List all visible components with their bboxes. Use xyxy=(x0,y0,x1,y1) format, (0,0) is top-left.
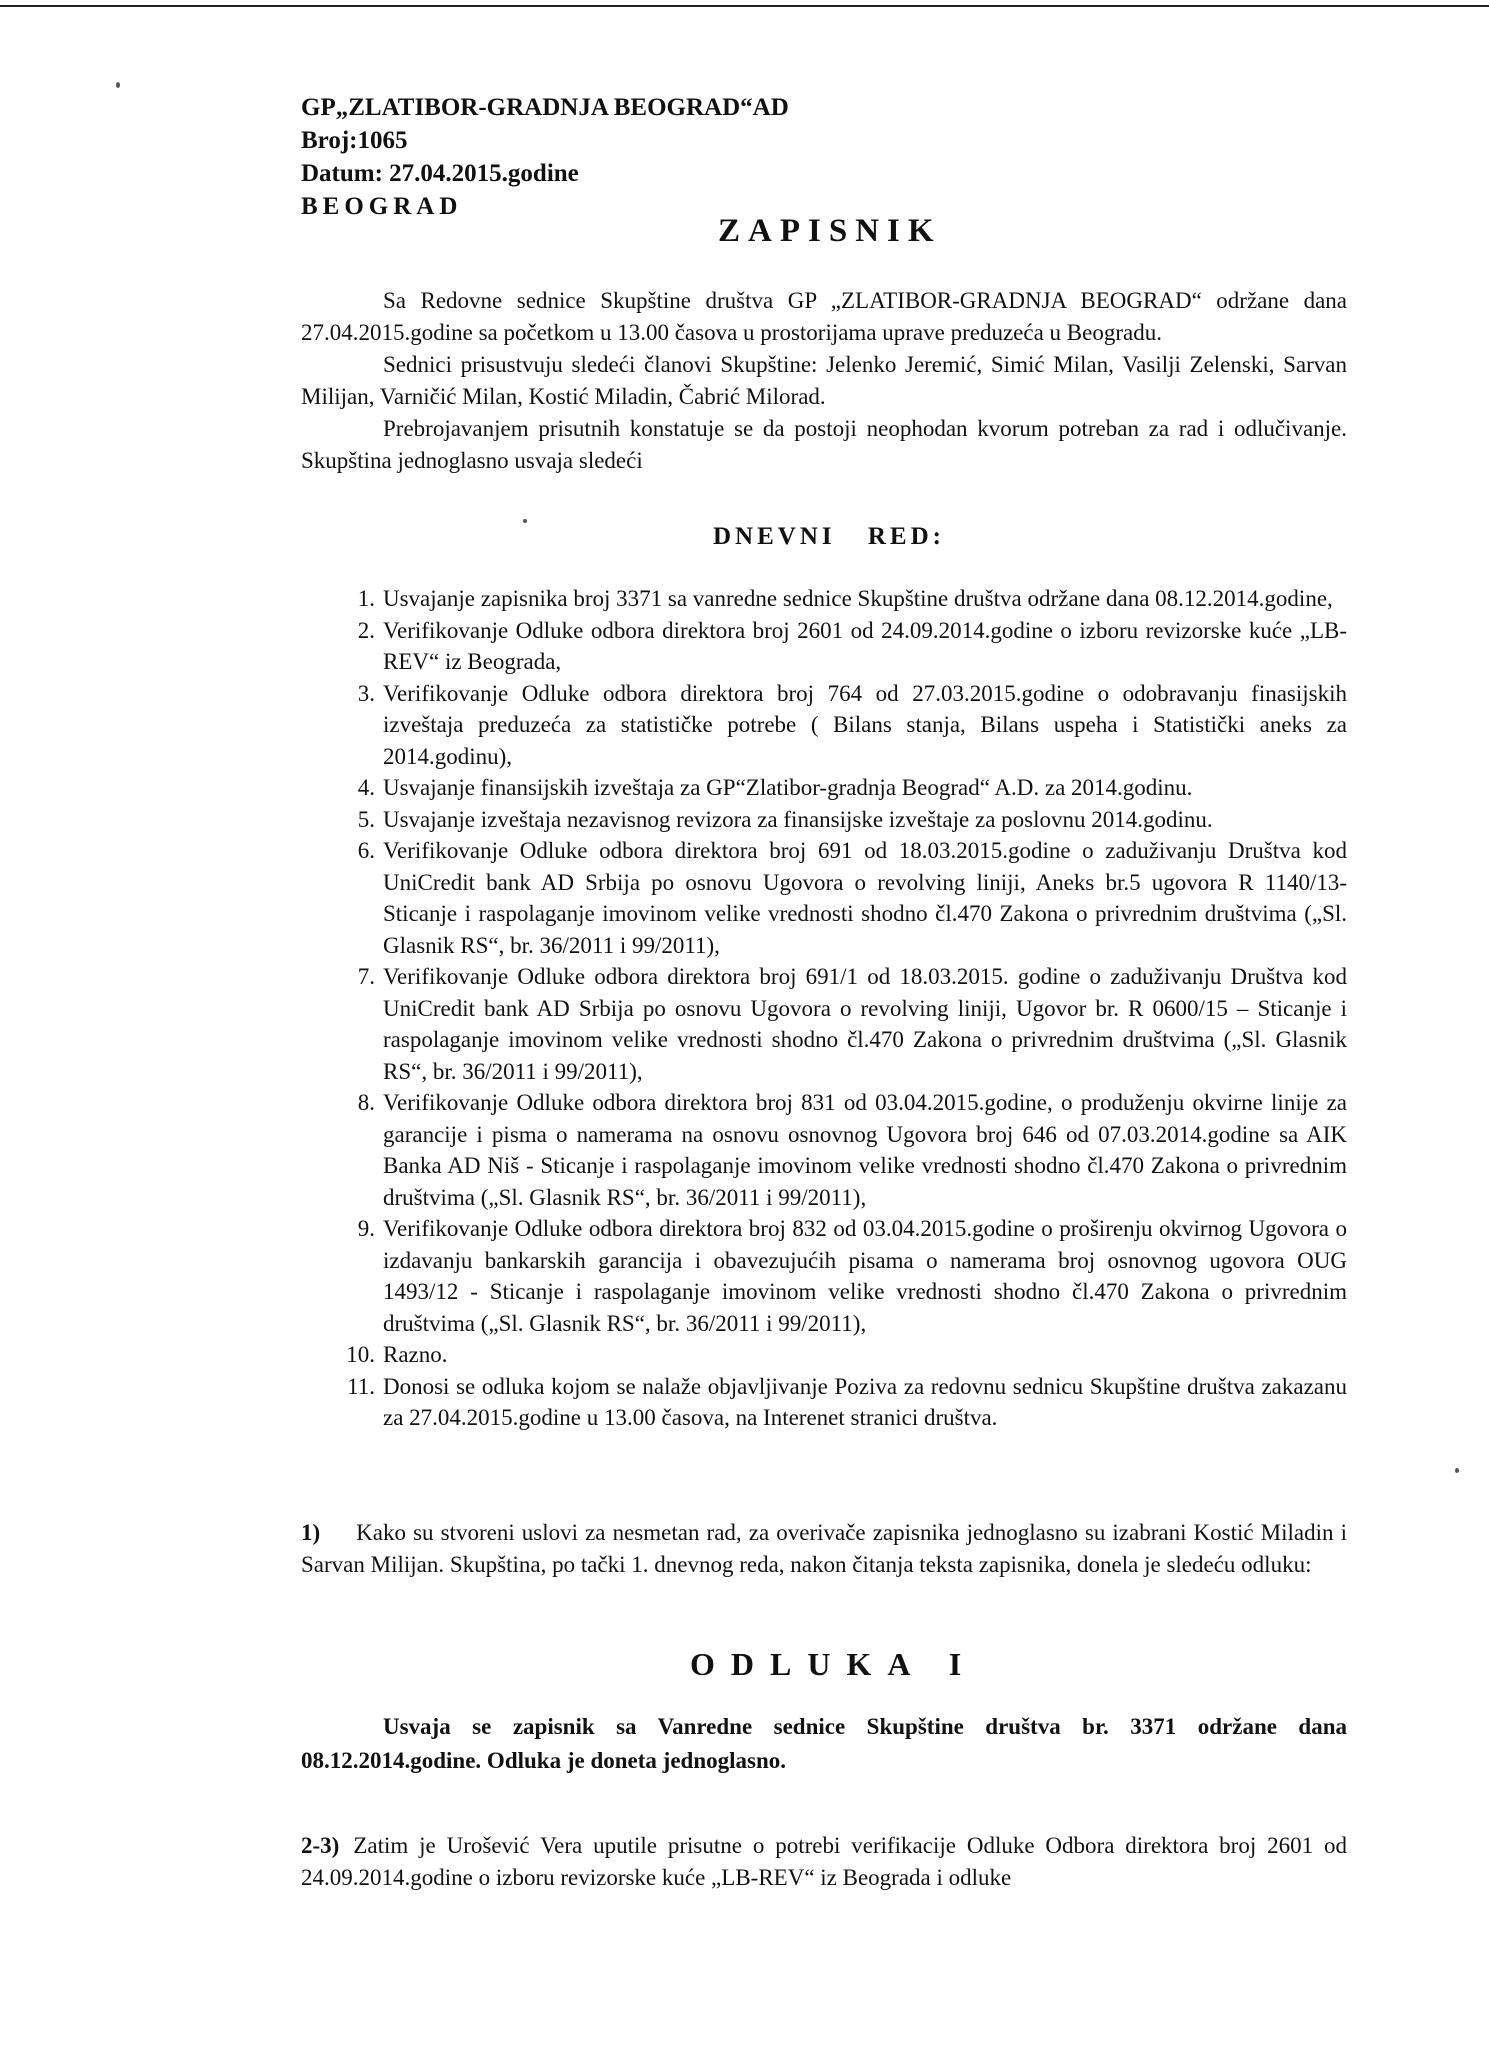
agenda-item-number: 11. xyxy=(347,1373,375,1399)
agenda-item-text: Verifikovanje Odluke odbora direktora broj 691 od 18.03.2015.godine o zaduživanju Društva kod UniCredit bank AD Srbija po osnovu Ugovora o revolving liniji, Aneks br.5 ugovora R 1140/13- Sticanje i raspolaganje imovinom velike vrednosti shodno čl.470 Zakona o privrednim društvima („Sl. Glasnik RS“, br. 36/2011 i 99/2011), xyxy=(383,838,1347,958)
agenda-item-text: Donosi se odluka kojom se nalaže objavljivanje Poziva za redovnu sednicu Skupštine društva zakazanu za 27.04.2015.godine u 13.00 časova, na Interenet stranici društva. xyxy=(383,1373,1347,1430)
quorum-paragraph: Prebrojavanjem prisutnih konstatuje se da postoji neophodan kvorum potreban za rad i odlučivanje. Skupština jednoglasno usvaja sledeći xyxy=(301,416,1347,473)
document-number: Broj:1065 xyxy=(301,127,408,154)
agenda-item-number: 2. xyxy=(357,617,375,643)
document-city: BEOGRAD xyxy=(301,193,463,220)
agenda-item-number: 9. xyxy=(357,1216,375,1241)
scan-speck xyxy=(523,519,527,523)
agenda-item xyxy=(338,961,1347,1087)
agenda-item-text: Verifikovanje Odluke odbora direktora broj 691/1 od 18.03.2015. godine o zaduživanju Društva kod UniCredit bank AD Srbija po osnovu Ugovora o revolving liniji, Ugovor br. R 0600/15 – Sticanje i raspolaganje imovinom velike vrednosti shodno čl.470 Zakona o privrednim društvima („Sl. Glasnik RS“, br. 36/2011 i 99/2011), xyxy=(383,964,1347,1084)
item-1-text: Kako su stvoreni uslovi za nesmetan rad, za overivače zapisnika jednoglasno su izabrani Kostić Miladin i Sarvan Milijan. Skupština, po tački 1. dnevnog reda, nakon čitanja teksta zapisnika, donela je sledeću odluku: xyxy=(301,1520,1347,1577)
agenda-item-text: Usvajanje finansijskih izveštaja za GP“Zlatibor-gradnja Beograd“ A.D. za 2014.godinu. xyxy=(383,775,1193,800)
agenda-item xyxy=(338,1371,1347,1434)
intro-paragraph: Sa Redovne sednice Skupštine društva GP „ZLATIBOR-GRADNJA BEOGRAD“ održane dana 27.04.2015.godine sa početkom u 13.00 časova u prostorijama uprave preduzeća u Beogradu. xyxy=(301,288,1347,345)
agenda-item-text: Verifikovanje Odluke odbora direktora broj 764 od 27.03.2015.godine o odobravanju finasijskih izveštaja preduzeća za statističke potrebe ( Bilans stanja, Bilans uspeha i Statistički aneks za 2014.godinu), xyxy=(383,680,1347,769)
agenda-item-number: 6. xyxy=(357,838,375,863)
agenda-item xyxy=(338,835,1347,961)
agenda-list xyxy=(338,583,1347,1434)
agenda-item-text: Verifikovanje Odluke odbora direktora broj 832 od 03.04.2015.godine o proširenju okvirnog Ugovora o izdavanju bankarskih garancija i obavezujućih pisama o namerama broj osnovnog ugovora OUG 1493/12 - Sticanje i raspolaganje imovinom velike vrednosti shodno čl.470 Zakona o privrednim društvima („Sl. Glasnik RS“, br. 36/2011 i 99/2011), xyxy=(383,1216,1347,1336)
agenda-item-number: 5. xyxy=(357,806,375,832)
agenda-item xyxy=(338,1213,1347,1339)
agenda-item-text: Verifikovanje Odluke odbora direktora broj 831 od 03.04.2015.godine, o produženju okvirne linije za garancije i pisma o namerama na osnovu osnovnog Ugovora broj 646 od 07.03.2014.godine sa AIK Banka AD Niš - Sticanje i raspolaganje imovinom velike vrednosti shodno čl.470 Zakona o privrednim društvima („Sl. Glasnik RS“, br. 36/2011 i 99/2011), xyxy=(383,1090,1347,1210)
agenda-item xyxy=(338,1339,1347,1371)
agenda-item-number: 3. xyxy=(357,680,375,706)
decision-1-text: Usvaja se zapisnik sa Vanredne sednice Skupštine društva br. 3371 održane dana 08.12.2014.godine. Odluka je doneta jednoglasno. xyxy=(301,1714,1347,1773)
page-title: ZAPISNIK xyxy=(718,213,942,249)
document-date: Datum: 27.04.2015.godine xyxy=(301,160,579,187)
agenda-item-number: 8. xyxy=(357,1090,375,1115)
item-1-section xyxy=(301,1517,1347,1581)
agenda-item-number: 7. xyxy=(357,964,375,989)
agenda-item xyxy=(338,1087,1347,1213)
agenda-item-text: Usvajanje izveštaja nezavisnog revizora za finansijske izveštaje za poslovnu 2014.godinu. xyxy=(383,806,1213,832)
agenda-item xyxy=(338,583,1347,615)
item-2-3-lead: 2-3) xyxy=(301,1833,340,1858)
scan-speck xyxy=(116,82,120,88)
agenda-title: DNEVNI RED: xyxy=(713,523,945,550)
agenda-item xyxy=(338,615,1347,678)
agenda-item-text: Verifikovanje Odluke odbora direktora broj 2601 od 24.09.2014.godine o izboru revizorske kuće „LB-REV“ iz Beograda, xyxy=(383,617,1347,674)
agenda-item-text: Razno. xyxy=(383,1342,448,1367)
agenda-item-text: Usvajanje zapisnika broj 3371 sa vanredne sednice Skupštine društva održane dana 08.12.2014.godine, xyxy=(383,586,1333,611)
top-scan-edge xyxy=(0,5,1489,7)
agenda-item-number: 1. xyxy=(357,586,375,611)
attendees-paragraph: Sednici prisustvuju sledeći članovi Skupštine: Jelenko Jeremić, Simić Milan, Vasilji Zelenski, Sarvan Milijan, Varničić Milan, Kostić Miladin, Čabrić Milorad. xyxy=(301,352,1347,409)
item-1-lead: 1) xyxy=(301,1520,321,1545)
agenda-item-number: 10. xyxy=(346,1342,375,1367)
item-2-3-section xyxy=(301,1830,1347,1894)
agenda-item-number: 4. xyxy=(357,775,375,800)
item-2-3-text: Zatim je Urošević Vera uputile prisutne o potrebi verifikacije Odluke Odbora direktora broj 2601 od 24.09.2014.godine o izboru revizorske kuće „LB-REV“ iz Beograda i odluke xyxy=(301,1833,1347,1890)
agenda-item xyxy=(338,804,1347,836)
agenda-item xyxy=(338,678,1347,773)
agenda-item xyxy=(338,772,1347,804)
decision-1-title: ODLUKA I xyxy=(690,1646,978,1682)
scan-speck xyxy=(1455,1468,1459,1473)
intro-section xyxy=(301,285,1347,477)
company-name: GP„ZLATIBOR-GRADNJA BEOGRAD“AD xyxy=(301,94,789,121)
document-header xyxy=(301,91,789,223)
